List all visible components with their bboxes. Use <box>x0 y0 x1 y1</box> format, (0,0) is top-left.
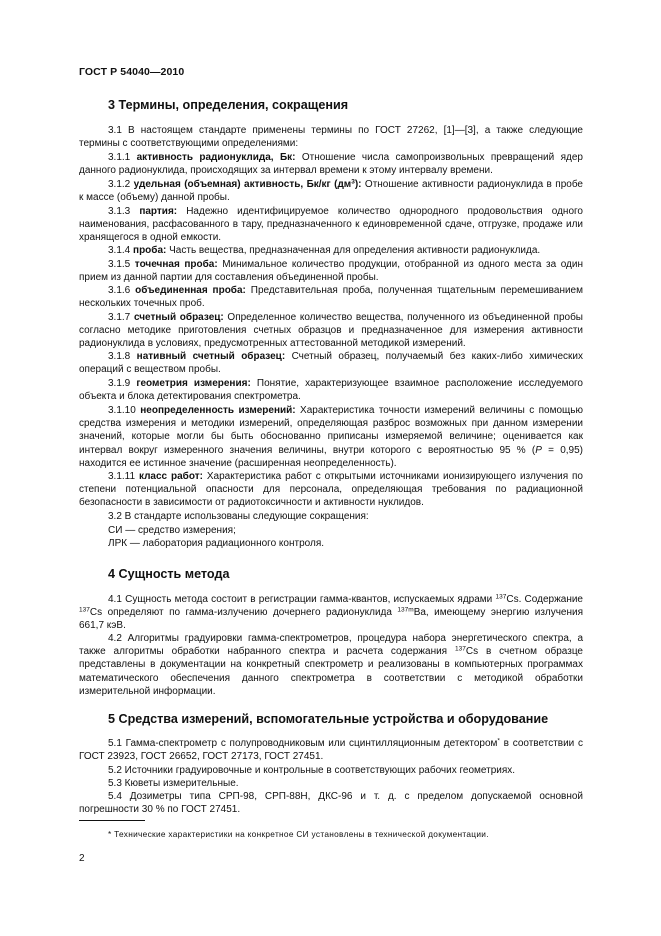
abbreviation-lrk: ЛРК — лаборатория радиационного контроля. <box>108 538 325 549</box>
paragraph-5-4: 5.4 Дозиметры типа СРП-98, СРП-88Н, ДКС-96 и т. д. с пределом допускаемой основной погрешности 30 % по ГОСТ 27451. <box>79 791 583 816</box>
paragraph-4-1: 4.1 Сущность метода состоит в регистрации гамма-квантов, испускаемых ядрами $^{137}$Cs. Содержание $^{137}$Cs определяют по гамма-излучению дочернего радионуклида $^{137m}$Ba, имеющему энергию излучения 661,7 кэВ. <box>79 593 583 632</box>
document-header: ГОСТ Р 54040—2010 <box>79 66 185 78</box>
term-3-1-6: 3.1.6 объединенная проба: Представительная проба, полученная тщательным перемешиванием нескольких точечных проб. <box>79 285 583 310</box>
term-3-1-8: 3.1.8 нативный счетный образец: Счетный образец, получаемый без каких-либо химических операций с веществом пробы. <box>79 351 583 376</box>
abbreviation-si: СИ — средство измерения; <box>108 525 236 536</box>
paragraph-3-1: 3.1 В настоящем стандарте применены термины по ГОСТ 27262, [1]—[3], а также следующие термины с соответствующими определениями: <box>79 125 583 150</box>
term-3-1-4: 3.1.4 проба: Часть вещества, предназначенная для определения активности радионуклида. <box>108 245 541 256</box>
paragraph-5-1: 5.1 Гамма-спектрометр с полупроводниковым или сцинтилляционным детектором* в соответствии с ГОСТ 23923, ГОСТ 26652, ГОСТ 27173, ГОСТ 27451. <box>79 737 583 763</box>
footnote: * Технические характеристики на конкретное СИ установлены в технической документации. <box>108 829 489 839</box>
paragraph-4-2: 4.2 Алгоритмы градуировки гамма-спектрометров, процедура набора энергетического спектра, а также алгоритмы обработки набранного спектра и расчета содержания $^{137}$Cs в счетном образце представлены в документации на конкретный спектрометр и реализованы в компьютерных программах математического обеспечения данного спектрометра в соответствии с методикой обработки измерительной информации. <box>79 633 583 697</box>
footnote-divider <box>79 820 145 821</box>
section-3-heading: 3 Термины, определения, сокращения <box>108 98 349 112</box>
term-3-1-5: 3.1.5 точечная проба: Минимальное количество продукции, отобранной из одного места за один прием из данной партии для составления объединенной пробы. <box>79 259 583 284</box>
term-3-1-3: 3.1.3 партия: Надежно идентифицируемое количество однородного продовольствия одного наименования, расфасованного в тару, предназначенного к единовременной сдаче, отгрузке, продаже или хранящегося в одной емкости. <box>79 206 583 244</box>
paragraph-5-3: 5.3 Кюветы измерительные. <box>108 778 239 789</box>
paragraph-3-2: 3.2 В стандарте использованы следующие сокращения: <box>108 511 369 522</box>
term-3-1-1: 3.1.1 активность радионуклида, Бк: Отношение числа самопроизвольных превращений ядер данного радионуклида, происходящих за интервал времени к этому интервалу времени. <box>79 152 583 177</box>
page-number: 2 <box>79 853 85 864</box>
term-3-1-10: 3.1.10 неопределенность измерений: Характеристика точности измерений величины с помощью средства измерения и методики измерений, определяющая разброс возможных при данном измерении значений, которые могли бы быть обоснованно приписаны измеряемой величине; оценивается как интервал вокруг измеренного значения величины, внутри которого с вероятностью 95 % (P = 0,95) находится ее истинное значение (расширенная неопределенность). <box>79 405 583 469</box>
term-3-1-7: 3.1.7 счетный образец: Определенное количество вещества, полученного из объединенной пробы согласно методике приготовления счетных образцов и предназначенное для измерения активности радионуклида в условиях, предусмотренных аттестованной методикой измерений. <box>79 312 583 350</box>
term-3-1-9: 3.1.9 геометрия измерения: Понятие, характеризующее взаимное расположение исследуемого объекта и блока детектирования спектрометра. <box>79 378 583 403</box>
term-3-1-11: 3.1.11 класс работ: Характеристика работ с открытыми источниками ионизирующего излучения по степени потенциальной опасности для персонала, определяющая требования по радиационной безопасности в зависимости от радиотоксичности и активности нуклидов. <box>79 471 583 509</box>
term-3-1-2: 3.1.2 удельная (объемная) активность, Бк/кг $(дм^3)$: Отношение активности радионуклида в пробе к массе (объему) данной пробы. <box>79 178 583 204</box>
section-5-heading: 5 Средства измерений, вспомогательные устройства и оборудование <box>108 712 549 726</box>
paragraph-5-2: 5.2 Источники градуировочные и контрольные в соответствующих рабочих геометриях. <box>108 765 516 776</box>
section-4-heading: 4 Сущность метода <box>108 567 230 581</box>
